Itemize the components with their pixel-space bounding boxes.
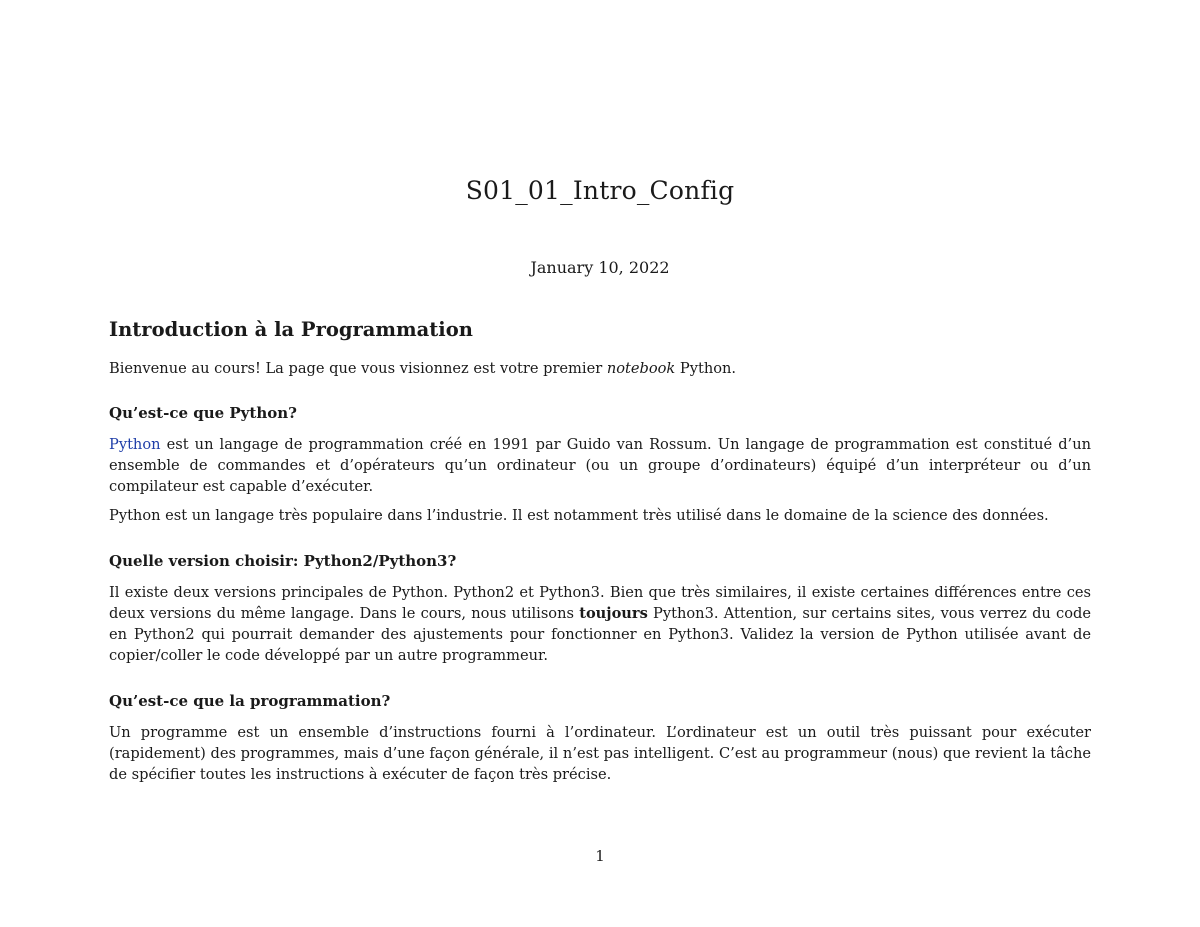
document-content xyxy=(109,317,1091,793)
document-date: January 10, 2022 xyxy=(530,258,670,277)
page-number: 1 xyxy=(595,847,605,865)
section-heading-version: Quelle version choisir: Python2/Python3? xyxy=(109,552,457,570)
version-text-after: Python3. Attention, sur certains sites, vous verrez du code en Python2 qui pourrait demander des ajustements pour fonctionner en Python3. Validez la version de Python utilisée avant de copier/coller le code développé par un autre programmeur. xyxy=(109,605,1091,664)
version-text-before: Il existe deux versions principales de Python. Python2 et Python3. Bien que très similaires, il existe certaines différences entre ces deux versions du même langage. Dans le cours, nous utilisons xyxy=(109,584,1091,622)
python-paragraph-1 xyxy=(109,434,1091,497)
version-paragraph xyxy=(109,582,1091,666)
section-heading-programming: Qu’est-ce que la programmation? xyxy=(109,692,391,710)
python-paragraph-2: Python est un langage très populaire dans l’industrie. Il est notamment très utilisé dans le domaine de la science des données. xyxy=(109,507,1049,524)
intro-text-after: Python. xyxy=(675,360,737,377)
section-heading-python: Qu’est-ce que Python? xyxy=(109,404,297,422)
python-paragraph-1-text: est un langage de programmation créé en 1991 par Guido van Rossum. Un langage de programmation est constitué d’un ensemble de commandes et d’opérateurs qu’un ordinateur (ou un groupe d’ordinateurs) équipé d’un interpréteur ou d’un compilateur est capable d’exécuter. xyxy=(109,436,1091,495)
notebook-emphasis: notebook xyxy=(606,360,676,377)
programming-paragraph: Un programme est un ensemble d’instructions fourni à l’ordinateur. L’ordinateur est un outil très puissant pour exécuter (rapidement) des programmes, mais d’une façon générale, il n’est pas intelligent. C’est au programmeur (nous) que revient la tâche de spécifier toutes les instructions à exécuter de façon très précise. xyxy=(109,724,1091,783)
python-link[interactable]: Python xyxy=(109,436,161,453)
intro-paragraph xyxy=(109,358,1091,379)
document-page xyxy=(109,0,1091,927)
toujours-strong: toujours xyxy=(579,605,648,622)
intro-text-before: Bienvenue au cours! La page que vous visionnez est votre premier xyxy=(109,360,607,377)
document-title: S01_01_Intro_Config xyxy=(465,176,735,205)
section-heading-intro: Introduction à la Programmation xyxy=(109,318,473,341)
